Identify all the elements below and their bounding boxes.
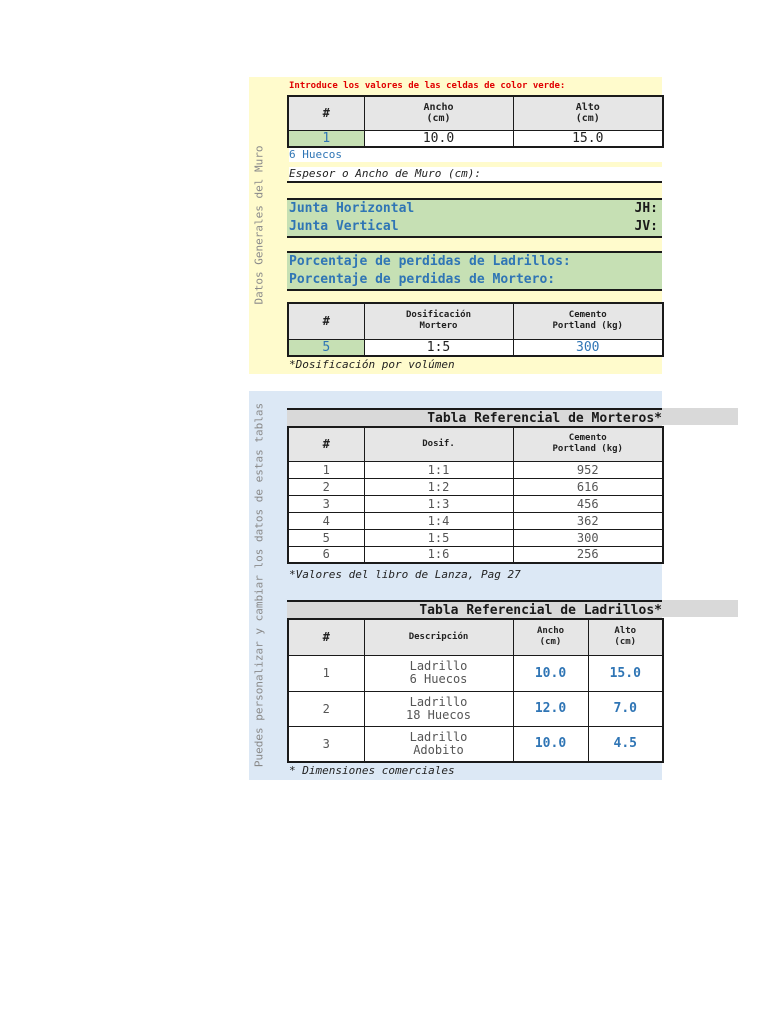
references-side-label: Puedes personalizar y cambiar los datos de estas tablas — [252, 402, 266, 768]
brick-width[interactable]: 10.0 — [513, 655, 588, 691]
table-row — [288, 546, 663, 563]
brick-reference-table — [287, 618, 664, 763]
header-number: # — [288, 619, 364, 655]
table-row — [288, 495, 663, 512]
mortar-dosage[interactable]: 1:6 — [364, 546, 513, 563]
brick-name: 6 Huecos — [289, 148, 662, 162]
mortar-table-title: Tabla Referencial de Morteros* — [287, 408, 662, 427]
mortar-loss-label: Porcentaje de perdidas de Mortero: — [289, 272, 556, 287]
mortar-cement[interactable]: 362 — [513, 512, 663, 529]
header-height: Alto (cm) — [513, 96, 663, 130]
mortar-number[interactable]: 3 — [288, 495, 364, 512]
mortar-reference-table — [287, 426, 664, 564]
brick-number-input[interactable]: 1 — [288, 130, 364, 147]
horizontal-joint-row — [289, 200, 660, 218]
dosage-value: 1:5 — [364, 339, 513, 356]
table-row — [288, 691, 663, 726]
mortar-number[interactable]: 1 — [288, 461, 364, 478]
brick-width-value: 10.0 — [364, 130, 513, 147]
header-description: Descripción — [364, 619, 513, 655]
mortar-cement[interactable]: 300 — [513, 529, 663, 546]
brick-number[interactable]: 3 — [288, 726, 364, 762]
header-width: Ancho (cm) — [513, 619, 588, 655]
header-number: # — [288, 303, 364, 339]
vertical-joint-code: JV: — [634, 219, 658, 234]
mortar-dosage[interactable]: 1:4 — [364, 512, 513, 529]
dosage-number-input[interactable]: 5 — [288, 339, 364, 356]
table-row — [288, 512, 663, 529]
header-dosage: Dosificación Mortero — [364, 303, 513, 339]
header-cement: Cemento Portland (kg) — [513, 303, 663, 339]
horizontal-joint-code: JH: — [634, 201, 658, 216]
brick-height[interactable]: 4.5 — [588, 726, 663, 762]
mortar-cement[interactable]: 256 — [513, 546, 663, 563]
mortar-number[interactable]: 6 — [288, 546, 364, 563]
table-row — [288, 655, 663, 691]
losses-box — [287, 251, 662, 291]
table-row — [288, 478, 663, 495]
mortar-dosage[interactable]: 1:1 — [364, 461, 513, 478]
brick-width[interactable]: 10.0 — [513, 726, 588, 762]
vertical-joint-row — [289, 218, 660, 236]
dosage-note: *Dosificación por volúmen — [289, 358, 455, 371]
mortar-title-overflow — [662, 408, 738, 425]
table-row — [288, 529, 663, 546]
brick-description[interactable]: Ladrillo 18 Huecos — [364, 691, 513, 726]
brick-number[interactable]: 2 — [288, 691, 364, 726]
dosage-selection-table — [287, 302, 664, 357]
header-number: # — [288, 427, 364, 461]
mortar-cement[interactable]: 952 — [513, 461, 663, 478]
brick-selection-table — [287, 95, 664, 148]
mortar-dosage[interactable]: 1:3 — [364, 495, 513, 512]
brick-height[interactable]: 15.0 — [588, 655, 663, 691]
header-width: Ancho (cm) — [364, 96, 513, 130]
divider — [287, 181, 662, 183]
instruction-text: Introduce los valores de las celdas de color verde: — [289, 81, 566, 91]
brick-number[interactable]: 1 — [288, 655, 364, 691]
header-cement: Cemento Portland (kg) — [513, 427, 663, 461]
header-dosage: Dosif. — [364, 427, 513, 461]
mortar-number[interactable]: 2 — [288, 478, 364, 495]
cement-value: 300 — [513, 339, 663, 356]
table-row — [288, 461, 663, 478]
general-side-label: Datos Generales del Muro — [252, 145, 266, 305]
mortar-dosage[interactable]: 1:2 — [364, 478, 513, 495]
mortar-number[interactable]: 4 — [288, 512, 364, 529]
brick-loss-label: Porcentaje de perdidas de Ladrillos: — [289, 254, 571, 269]
joints-box — [287, 198, 662, 238]
brick-width[interactable]: 12.0 — [513, 691, 588, 726]
brick-description[interactable]: Ladrillo 6 Huecos — [364, 655, 513, 691]
vertical-joint-label: Junta Vertical — [289, 219, 399, 234]
brick-note: * Dimensiones comerciales — [289, 764, 455, 777]
brick-height[interactable]: 7.0 — [588, 691, 663, 726]
brick-description[interactable]: Ladrillo Adobito — [364, 726, 513, 762]
mortar-number[interactable]: 5 — [288, 529, 364, 546]
mortar-dosage[interactable]: 1:5 — [364, 529, 513, 546]
wall-thickness-label: Espesor o Ancho de Muro (cm): — [289, 167, 662, 181]
mortar-cement[interactable]: 456 — [513, 495, 663, 512]
brick-table-title: Tabla Referencial de Ladrillos* — [287, 600, 662, 619]
table-row — [288, 726, 663, 762]
mortar-note: *Valores del libro de Lanza, Pag 27 — [289, 568, 521, 581]
horizontal-joint-label: Junta Horizontal — [289, 201, 415, 216]
mortar-cement[interactable]: 616 — [513, 478, 663, 495]
header-number: # — [288, 96, 364, 130]
brick-height-value: 15.0 — [513, 130, 663, 147]
brick-title-overflow — [662, 600, 738, 617]
header-height: Alto (cm) — [588, 619, 663, 655]
